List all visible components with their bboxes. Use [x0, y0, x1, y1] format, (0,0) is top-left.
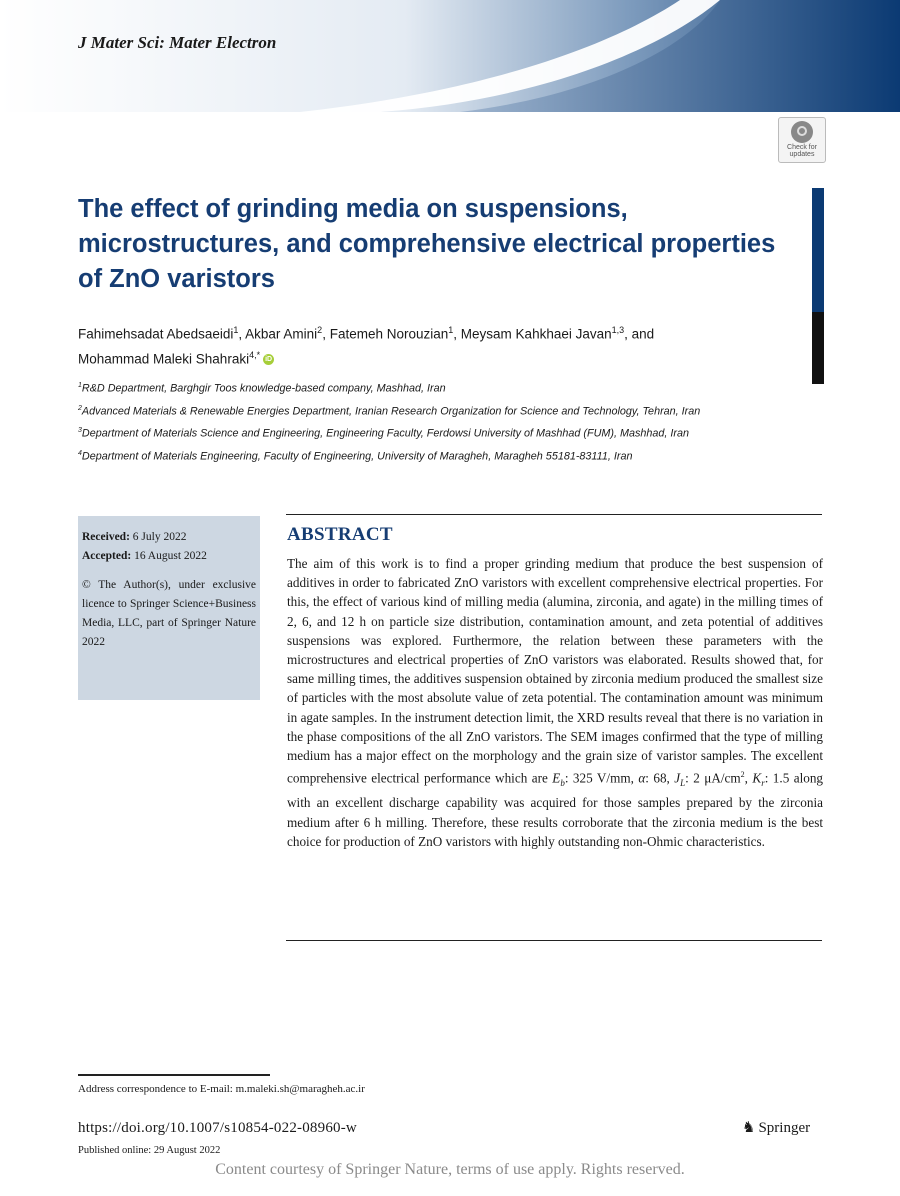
affiliation-marker: 2 — [78, 404, 82, 412]
author-list: Fahimehsadat Abedsaeidi$^1$, Akbar Amini$^2$, Fatemeh Norouzian$^1$, Meysam Kahkhaei Javan$^{1,3}$, and Mohammad Maleki Shahraki$^{4,*}$ iD — [78, 325, 655, 366]
affiliation-marker: 1 — [78, 382, 82, 389]
published-date: Published online: 29 August 2022 — [78, 1145, 221, 1156]
side-accent-black — [812, 312, 824, 384]
abstract-alpha-value: 68 — [653, 770, 667, 786]
badge-line1: Check for — [787, 144, 817, 151]
paper-title: The effect of grinding media on suspensions, microstructures, and comprehensive electrical properties of ZnO varistors — [78, 195, 776, 293]
side-accent-blue — [812, 188, 824, 312]
affiliation-item — [78, 376, 818, 399]
affiliation-text: Department of Materials Science and Engineering, Engineering Faculty, Ferdowsi University of Mashhad (FUM), Mashhad, Iran — [81, 427, 690, 440]
received-line — [82, 528, 256, 547]
affiliation-text: Advanced Materials & Renewable Energies Department, Iranian Research Organization for Science and Technology, Tehran, Iran — [81, 405, 701, 418]
received-label: Received: — [82, 531, 130, 543]
affiliation-list — [78, 376, 818, 466]
affiliation-item — [78, 421, 818, 444]
licence-statement: © The Author(s), under exclusive licence to Springer Science+Business Media, LLC, part of Springer Nature 2022 — [82, 579, 256, 648]
orcid-icon[interactable]: iD — [265, 355, 273, 363]
check-for-updates-badge[interactable] — [778, 117, 826, 163]
abstract-kr-value: 1.5 — [772, 770, 790, 786]
author-name: Fahimehsadat Abedsaeidi — [78, 326, 234, 342]
author-name: Meysam Kahkhaei Javan — [460, 326, 612, 342]
author-name: Akbar Amini — [245, 326, 318, 342]
author-affil-marker: 1 — [233, 325, 239, 335]
author-affil-marker: 4,* — [249, 349, 261, 360]
author-joiner: and — [631, 326, 655, 342]
badge-line2: updates — [789, 151, 815, 158]
abstract-top-rule — [286, 514, 822, 515]
courtesy-notice: Content courtesy of Springer Nature, terms of use apply. Rights reserved. — [215, 1161, 685, 1178]
journal-name: J Mater Sci: Mater Electron — [78, 33, 277, 52]
abstract-jl-value: 2 μA/cm — [693, 770, 741, 786]
author-name: Mohammad Maleki Shahraki — [78, 351, 250, 366]
accepted-line — [82, 547, 256, 566]
author-name: Fatemeh Norouzian — [329, 326, 449, 342]
affiliation-marker: 3 — [78, 427, 82, 435]
doi-link[interactable]: https://doi.org/10.1007/s10854-022-08960-w — [78, 1120, 357, 1136]
publisher-name: Springer — [758, 1120, 811, 1136]
affiliation-marker: 4 — [78, 449, 82, 457]
affiliation-item — [78, 444, 818, 467]
affiliation-item — [78, 399, 818, 422]
abstract-heading: ABSTRACT — [287, 524, 393, 545]
footnote-rule — [78, 1074, 270, 1076]
abstract-eb-value: 325 V/mm — [572, 770, 631, 786]
header-band — [0, 0, 900, 112]
article-history-box — [78, 516, 260, 700]
received-date: 6 July 2022 — [132, 531, 187, 543]
check-for-updates-icon — [791, 121, 813, 143]
correspondence-footnote: Address correspondence to E-mail: m.maleki.sh@maragheh.ac.ir — [78, 1083, 365, 1095]
springer-horse-icon: ♞ — [742, 1120, 756, 1136]
accepted-date: 16 August 2022 — [134, 550, 207, 562]
abstract-text-part1: The aim of this work is to find a proper grinding medium that produce the best suspension of additives in order to fabricated ZnO varistors with excellent comprehensive electrical properties. For this, the effect of various kind of milling media (alumina, zirconia, and agate) in the milling times of 2, 6, and 12 h on particle size distribution, contamination amount, and zeta potential of additives suspensions was explored. Furthermore, the relation between these parameters with the microstructures and electrical properties of ZnO varistors was elaborated. Results showed that, for same milling times, the additives suspension obtained by zirconia medium produced the smallest size of particles with the most absolute value of zeta potential. The contamination amount was minimum in agate samples. In the instrument detection limit, the XRD results reveal that there is no variation in the phase compositions of the all ZnO varistors. The SEM images confirmed that the type of milling medium has a major effect on the morphology and the grain size of varistor samples. The excellent comprehensive electrical performance which are — [287, 556, 823, 786]
author-affil-marker: 2 — [317, 325, 323, 335]
abstract-text: The aim of this work is to find a proper grinding medium that produce the best suspension of additives in order to fabricated ZnO varistors with excellent comprehensive electrical properties. For this, the effect of various kind of milling media (alumina, zirconia, and agate) in the milling times of 2, 6, and 12 h on particle size distribution, contamination amount, and zeta potential of additives suspensions was explored. Furthermore, the relation between these parameters with the microstructures and electrical properties of ZnO varistors was elaborated. Results showed that, for same milling times, the additives suspension obtained by zirconia medium produced the smallest size of particles with the most absolute value of zeta potential. The contamination amount was minimum in agate samples. In the instrument detection limit, the XRD results reveal that there is no variation in the phase compositions of the all ZnO varistors. The SEM images confirmed that the type of milling medium has a major effect on the morphology and the grain size of varistor samples. The excellent comprehensive electrical performance which are $E_b$: 325 V/mm, α: 68, $J_L$: 2 $\mu A/cm^2$, $K_r$: 1.5 along with an excellent discharge capability was acquired for those samples prepared by the zirconia medium after 6 h milling. Therefore, these results corroborate that the zirconia medium is the best choice for production of ZnO varistors with highly outstanding non-Ohmic characteristics. — [287, 556, 824, 849]
accepted-label: Accepted: — [82, 550, 132, 562]
abstract-bottom-rule — [286, 940, 822, 941]
affiliation-text: R&D Department, Barghgir Toos knowledge-based company, Mashhad, Iran — [81, 382, 446, 395]
publisher-logo[interactable] — [742, 1118, 810, 1137]
abstract-text-part2: along with an excellent discharge capability was acquired for those samples prepared by the zirconia medium after 6 h milling. Therefore, these results corroborate that the zirconia medium is the best choice for production of ZnO varistors with highly outstanding non-Ohmic characteristics. — [287, 770, 824, 849]
author-affil-marker: 1,3 — [611, 325, 625, 335]
header-gradient-graphic — [0, 0, 900, 112]
author-affil-marker: 1 — [448, 325, 454, 335]
affiliation-text: Department of Materials Engineering, Faculty of Engineering, University of Maragheh, Maragheh 55181-83111, Iran — [81, 450, 633, 463]
